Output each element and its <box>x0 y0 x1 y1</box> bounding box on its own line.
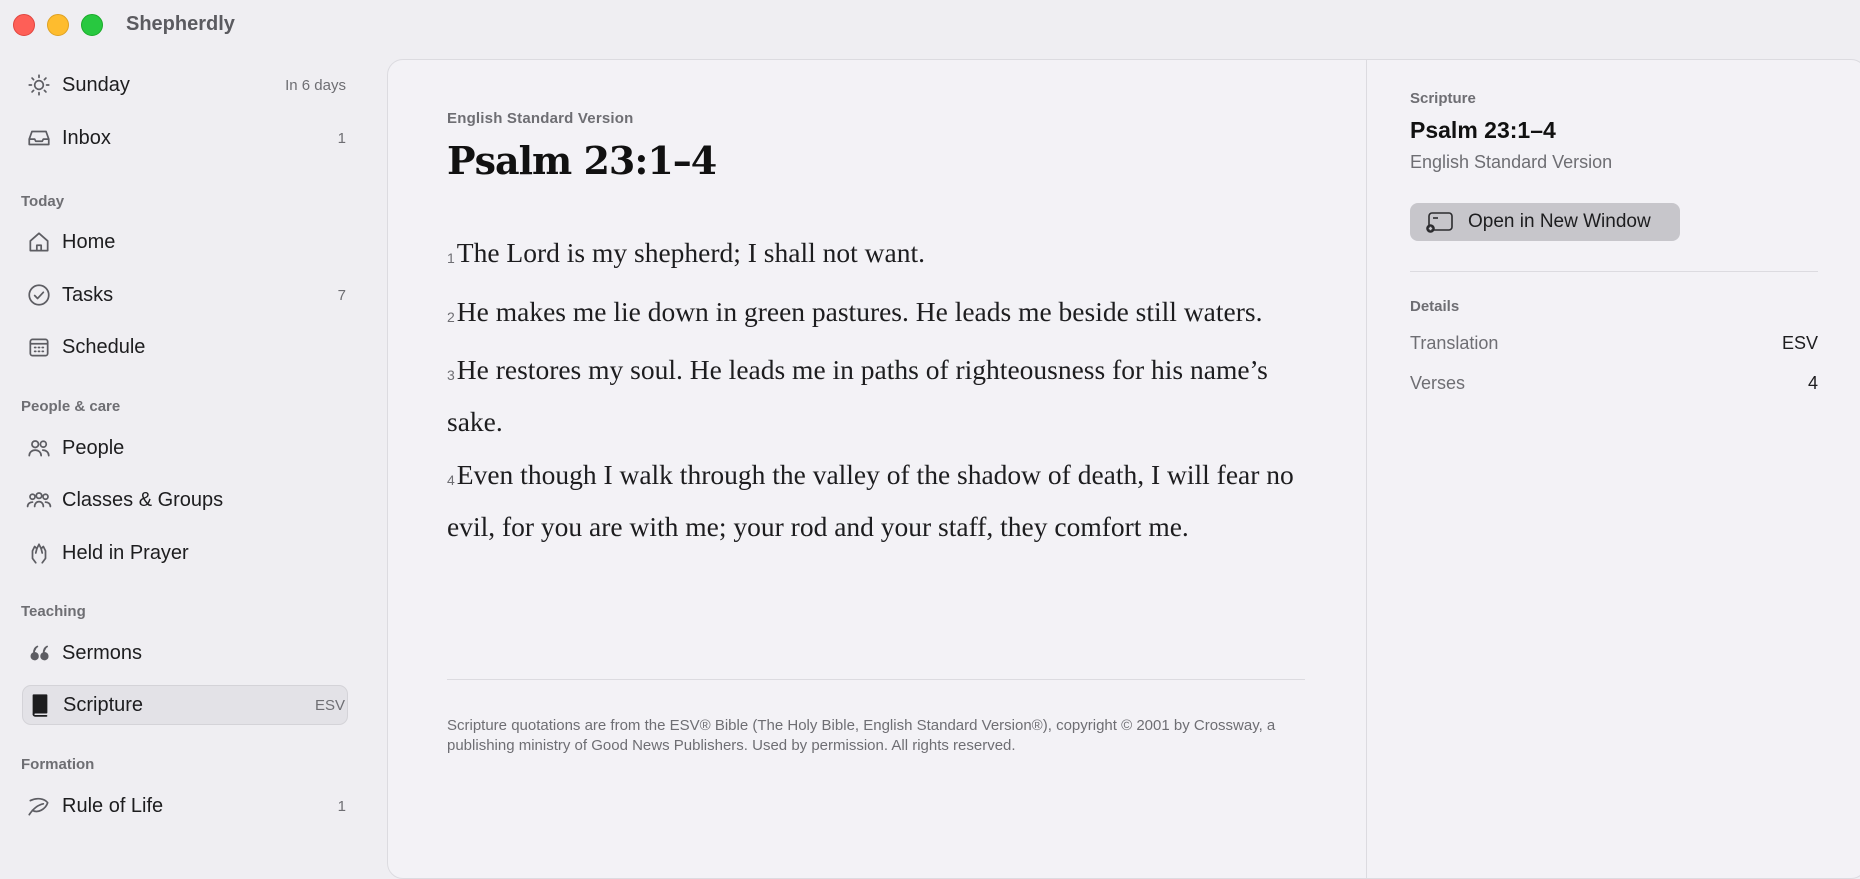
detail-row-verses <box>1410 373 1818 394</box>
section-heading-teaching: Teaching <box>21 603 86 620</box>
divider <box>447 679 1305 680</box>
open-in-new-window-label: Open in New Window <box>1468 211 1651 232</box>
verse <box>447 230 1315 282</box>
verse-number: 2 <box>447 308 455 325</box>
zoom-window-button[interactable] <box>81 14 103 36</box>
sidebar-item-label: Scripture <box>63 693 144 716</box>
verse-text: The Lord is my shepherd; I shall not want. <box>456 237 925 268</box>
verse-number: 1 <box>447 250 455 266</box>
sidebar-item-label: Sunday <box>62 73 130 96</box>
section-heading-formation: Formation <box>21 756 95 773</box>
sidebar-item-classes-groups[interactable] <box>22 480 348 520</box>
calendar-icon <box>18 327 60 367</box>
window-controls <box>13 14 103 36</box>
sidebar-item-label: Rule of Life <box>62 794 164 817</box>
sidebar-item-badge: ESV <box>314 696 345 714</box>
sidebar-item-sunday[interactable] <box>22 65 348 105</box>
detail-value: ESV <box>1781 333 1818 353</box>
verse <box>447 452 1315 550</box>
detail-key: Translation <box>1410 333 1499 353</box>
sidebar-item-label: People <box>62 436 125 459</box>
sidebar-item-schedule[interactable] <box>22 327 348 367</box>
sidebar-item-label: Schedule <box>62 335 146 358</box>
panel-kicker: Scripture <box>1410 90 1476 107</box>
verse-text: He restores my soul. He leads me in paths of righteousness for his name’s sake. <box>447 354 1268 437</box>
sidebar-item-home[interactable] <box>22 222 348 262</box>
verse-text: Even though I walk through the valley of the shadow of death, I will fear no evil, for you are with me; your rod and your staff, they comfort me. <box>447 459 1294 542</box>
translation-name: English Standard Version <box>447 110 634 127</box>
minimize-window-button[interactable] <box>47 14 69 36</box>
verse-list <box>447 230 1315 557</box>
sidebar-item-badge: In 6 days <box>285 76 346 94</box>
open-in-new-window-button[interactable] <box>1410 203 1680 241</box>
sidebar-item-inbox[interactable] <box>22 118 348 158</box>
passage-title: Psalm 23:1–4 <box>447 138 717 183</box>
sidebar-item-label: Held in Prayer <box>62 541 189 564</box>
verse <box>447 347 1315 445</box>
leaf-icon <box>18 786 60 826</box>
inspector-panel <box>1366 60 1860 878</box>
sidebar-item-scripture[interactable] <box>22 685 348 725</box>
verse-number: 4 <box>447 472 455 488</box>
copyright-notice: Scripture quotations are from the ESV® Bible (The Holy Bible, English Standard Version®), copyright © 2001 by Crossway, a publishing ministry of Good News Publishers. Used by permission. All rights reserved. <box>447 717 1276 754</box>
group-icon <box>18 480 60 520</box>
house-icon <box>18 222 60 262</box>
new-window-icon <box>1426 211 1454 233</box>
sidebar-item-people[interactable] <box>22 428 348 468</box>
section-heading-today: Today <box>21 193 65 210</box>
sidebar-item-label: Inbox <box>62 126 111 149</box>
sun-icon <box>18 65 60 105</box>
verse-number: 3 <box>447 367 455 383</box>
checkmark-circle-icon <box>18 275 60 315</box>
sidebar-item-label: Home <box>62 230 116 253</box>
sidebar-item-badge: 1 <box>337 797 346 815</box>
sidebar-item-sermons[interactable] <box>22 633 348 673</box>
section-heading-people-care: People & care <box>21 398 121 415</box>
divider <box>1410 271 1818 272</box>
sidebar-item-badge: 1 <box>337 129 346 147</box>
sidebar-item-tasks[interactable] <box>22 275 348 315</box>
praying-hands-icon <box>18 533 60 573</box>
panel-title: Psalm 23:1–4 <box>1410 117 1556 143</box>
content-area <box>387 59 1860 879</box>
quote-icon <box>18 633 60 673</box>
detail-row-translation <box>1410 333 1818 354</box>
verse <box>447 289 1315 341</box>
panel-subtitle: English Standard Version <box>1410 152 1613 172</box>
scripture-reader <box>388 60 1366 878</box>
details-heading: Details <box>1410 298 1460 315</box>
sidebar-item-label: Sermons <box>62 641 143 664</box>
sidebar-item-held-in-prayer[interactable] <box>22 533 348 573</box>
detail-key: Verses <box>1410 373 1466 393</box>
book-icon <box>19 685 61 725</box>
app-title: Shepherdly <box>126 13 235 35</box>
close-window-button[interactable] <box>13 14 35 36</box>
sidebar-item-badge: 7 <box>337 286 346 304</box>
sidebar-item-label: Classes & Groups <box>62 488 224 511</box>
verse-text: He makes me lie down in green pastures. He leads me beside still waters. <box>456 295 1263 327</box>
sidebar-item-label: Tasks <box>62 283 114 306</box>
sidebar-item-rule-of-life[interactable] <box>22 786 348 826</box>
detail-value: 4 <box>1807 373 1818 393</box>
inbox-icon <box>18 118 60 158</box>
people-icon <box>18 428 60 468</box>
